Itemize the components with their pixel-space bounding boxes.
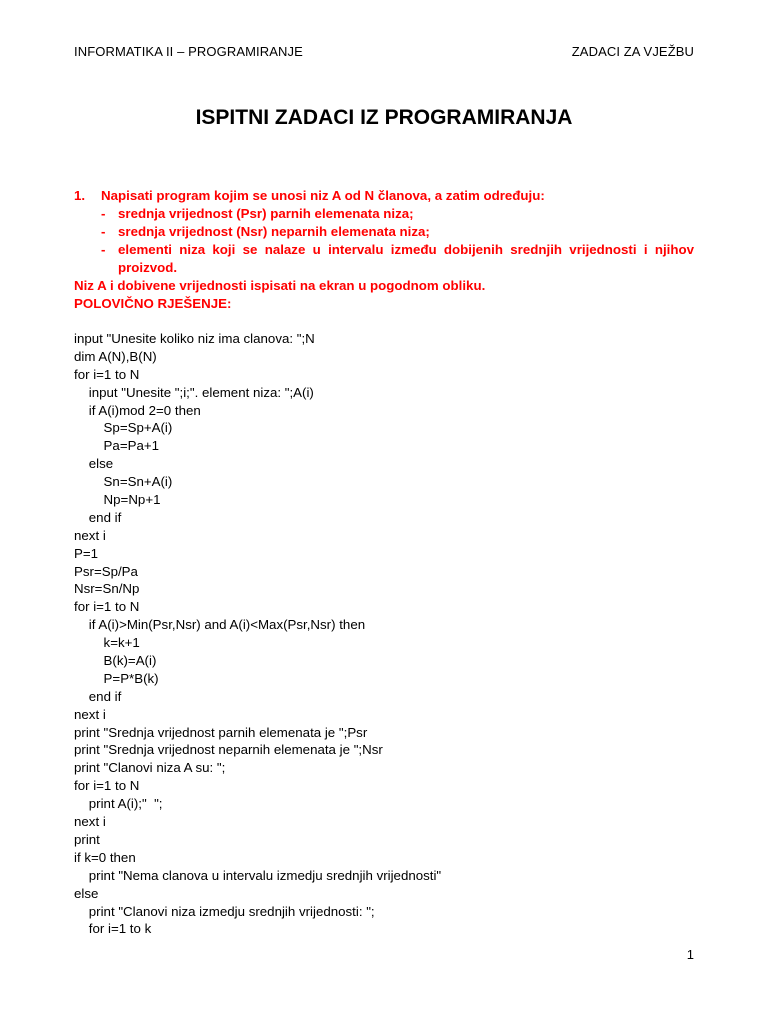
code-line: B(k)=A(i) <box>74 653 157 669</box>
list-item <box>101 241 694 277</box>
code-line: next i <box>74 527 106 543</box>
code-line: print "Nema clanova u intervalu izmedju srednjih vrijednosti" <box>74 867 442 883</box>
list-item <box>101 205 694 223</box>
solution-label: POLOVIČNO RJEŠENJE: <box>74 296 232 311</box>
task-number: 1. <box>74 188 86 203</box>
code-line: k=k+1 <box>74 635 140 651</box>
bullet-dash: - <box>101 224 106 239</box>
code-line: print <box>74 831 100 847</box>
code-line: print "Clanovi niza izmedju srednjih vrijednosti: "; <box>74 903 375 919</box>
code-line: for i=1 to N <box>74 599 140 615</box>
code-line: print "Srednja vrijednost parnih elemenata je ";Psr <box>74 724 368 740</box>
code-line: input "Unesite koliko niz ima clanova: ";N <box>74 331 315 346</box>
code-line: if k=0 then <box>74 849 136 865</box>
code-line: print "Srednja vrijednost neparnih elemenata je ";Nsr <box>74 742 383 758</box>
code-line: input "Unesite ";i;". element niza: ";A(i) <box>74 384 314 400</box>
code-line: P=1 <box>74 545 99 561</box>
code-line: Pa=Pa+1 <box>74 438 160 454</box>
task-intro: Napisati program kojim se unosi niz A od N članova, a zatim određuju: <box>101 188 545 203</box>
list-item <box>101 223 694 241</box>
task-block <box>74 187 694 313</box>
code-line: if A(i)>Min(Psr,Nsr) and A(i)<Max(Psr,Nsr) then <box>74 617 366 633</box>
code-line: Psr=Sp/Pa <box>74 563 138 579</box>
code-line: for i=1 to k <box>74 921 152 937</box>
code-line: for i=1 to N <box>74 778 140 794</box>
code-line: end if <box>74 688 122 704</box>
code-line: Nsr=Sn/Np <box>74 581 140 597</box>
code-line: print "Clanovi niza A su: "; <box>74 760 226 776</box>
task-outro: Niz A i dobivene vrijednosti ispisati na ekran u pogodnom obliku. <box>74 278 486 293</box>
page-title: ISPITNI ZADACI IZ PROGRAMIRANJA <box>195 106 573 129</box>
code-line: Np=Np+1 <box>74 492 161 508</box>
page-number: 1 <box>686 947 694 962</box>
code-line: P=P*B(k) <box>74 670 159 686</box>
code-line: for i=1 to N <box>74 366 140 382</box>
header-left: INFORMATIKA II – PROGRAMIRANJE <box>74 44 303 59</box>
bullet-dash: - <box>101 242 106 257</box>
code-line: next i <box>74 706 106 722</box>
code-line: Sp=Sp+A(i) <box>74 420 173 436</box>
header-right: ZADACI ZA VJEŽBU <box>571 44 694 59</box>
bullet-text: srednja vrijednost (Nsr) neparnih elemenata niza; <box>118 224 430 239</box>
code-line: if A(i)mod 2=0 then <box>74 402 201 418</box>
task-bullet-list <box>101 205 694 277</box>
code-line: dim A(N),B(N) <box>74 348 157 364</box>
code-listing <box>74 330 694 938</box>
code-line: end if <box>74 509 122 525</box>
task-intro-line <box>74 187 694 205</box>
bullet-text: srednja vrijednost (Psr) parnih elemenata niza; <box>118 206 414 221</box>
code-line: Sn=Sn+A(i) <box>74 474 173 490</box>
bullet-dash: - <box>101 206 106 221</box>
bullet-text: elementi niza koji se nalaze u intervalu između dobijenih srednjih vrijednosti i njihov proizvod. <box>118 242 694 275</box>
code-line: else <box>74 885 99 901</box>
code-line: else <box>74 456 114 472</box>
code-line: print A(i);" "; <box>74 796 163 812</box>
code-line: next i <box>74 814 106 830</box>
